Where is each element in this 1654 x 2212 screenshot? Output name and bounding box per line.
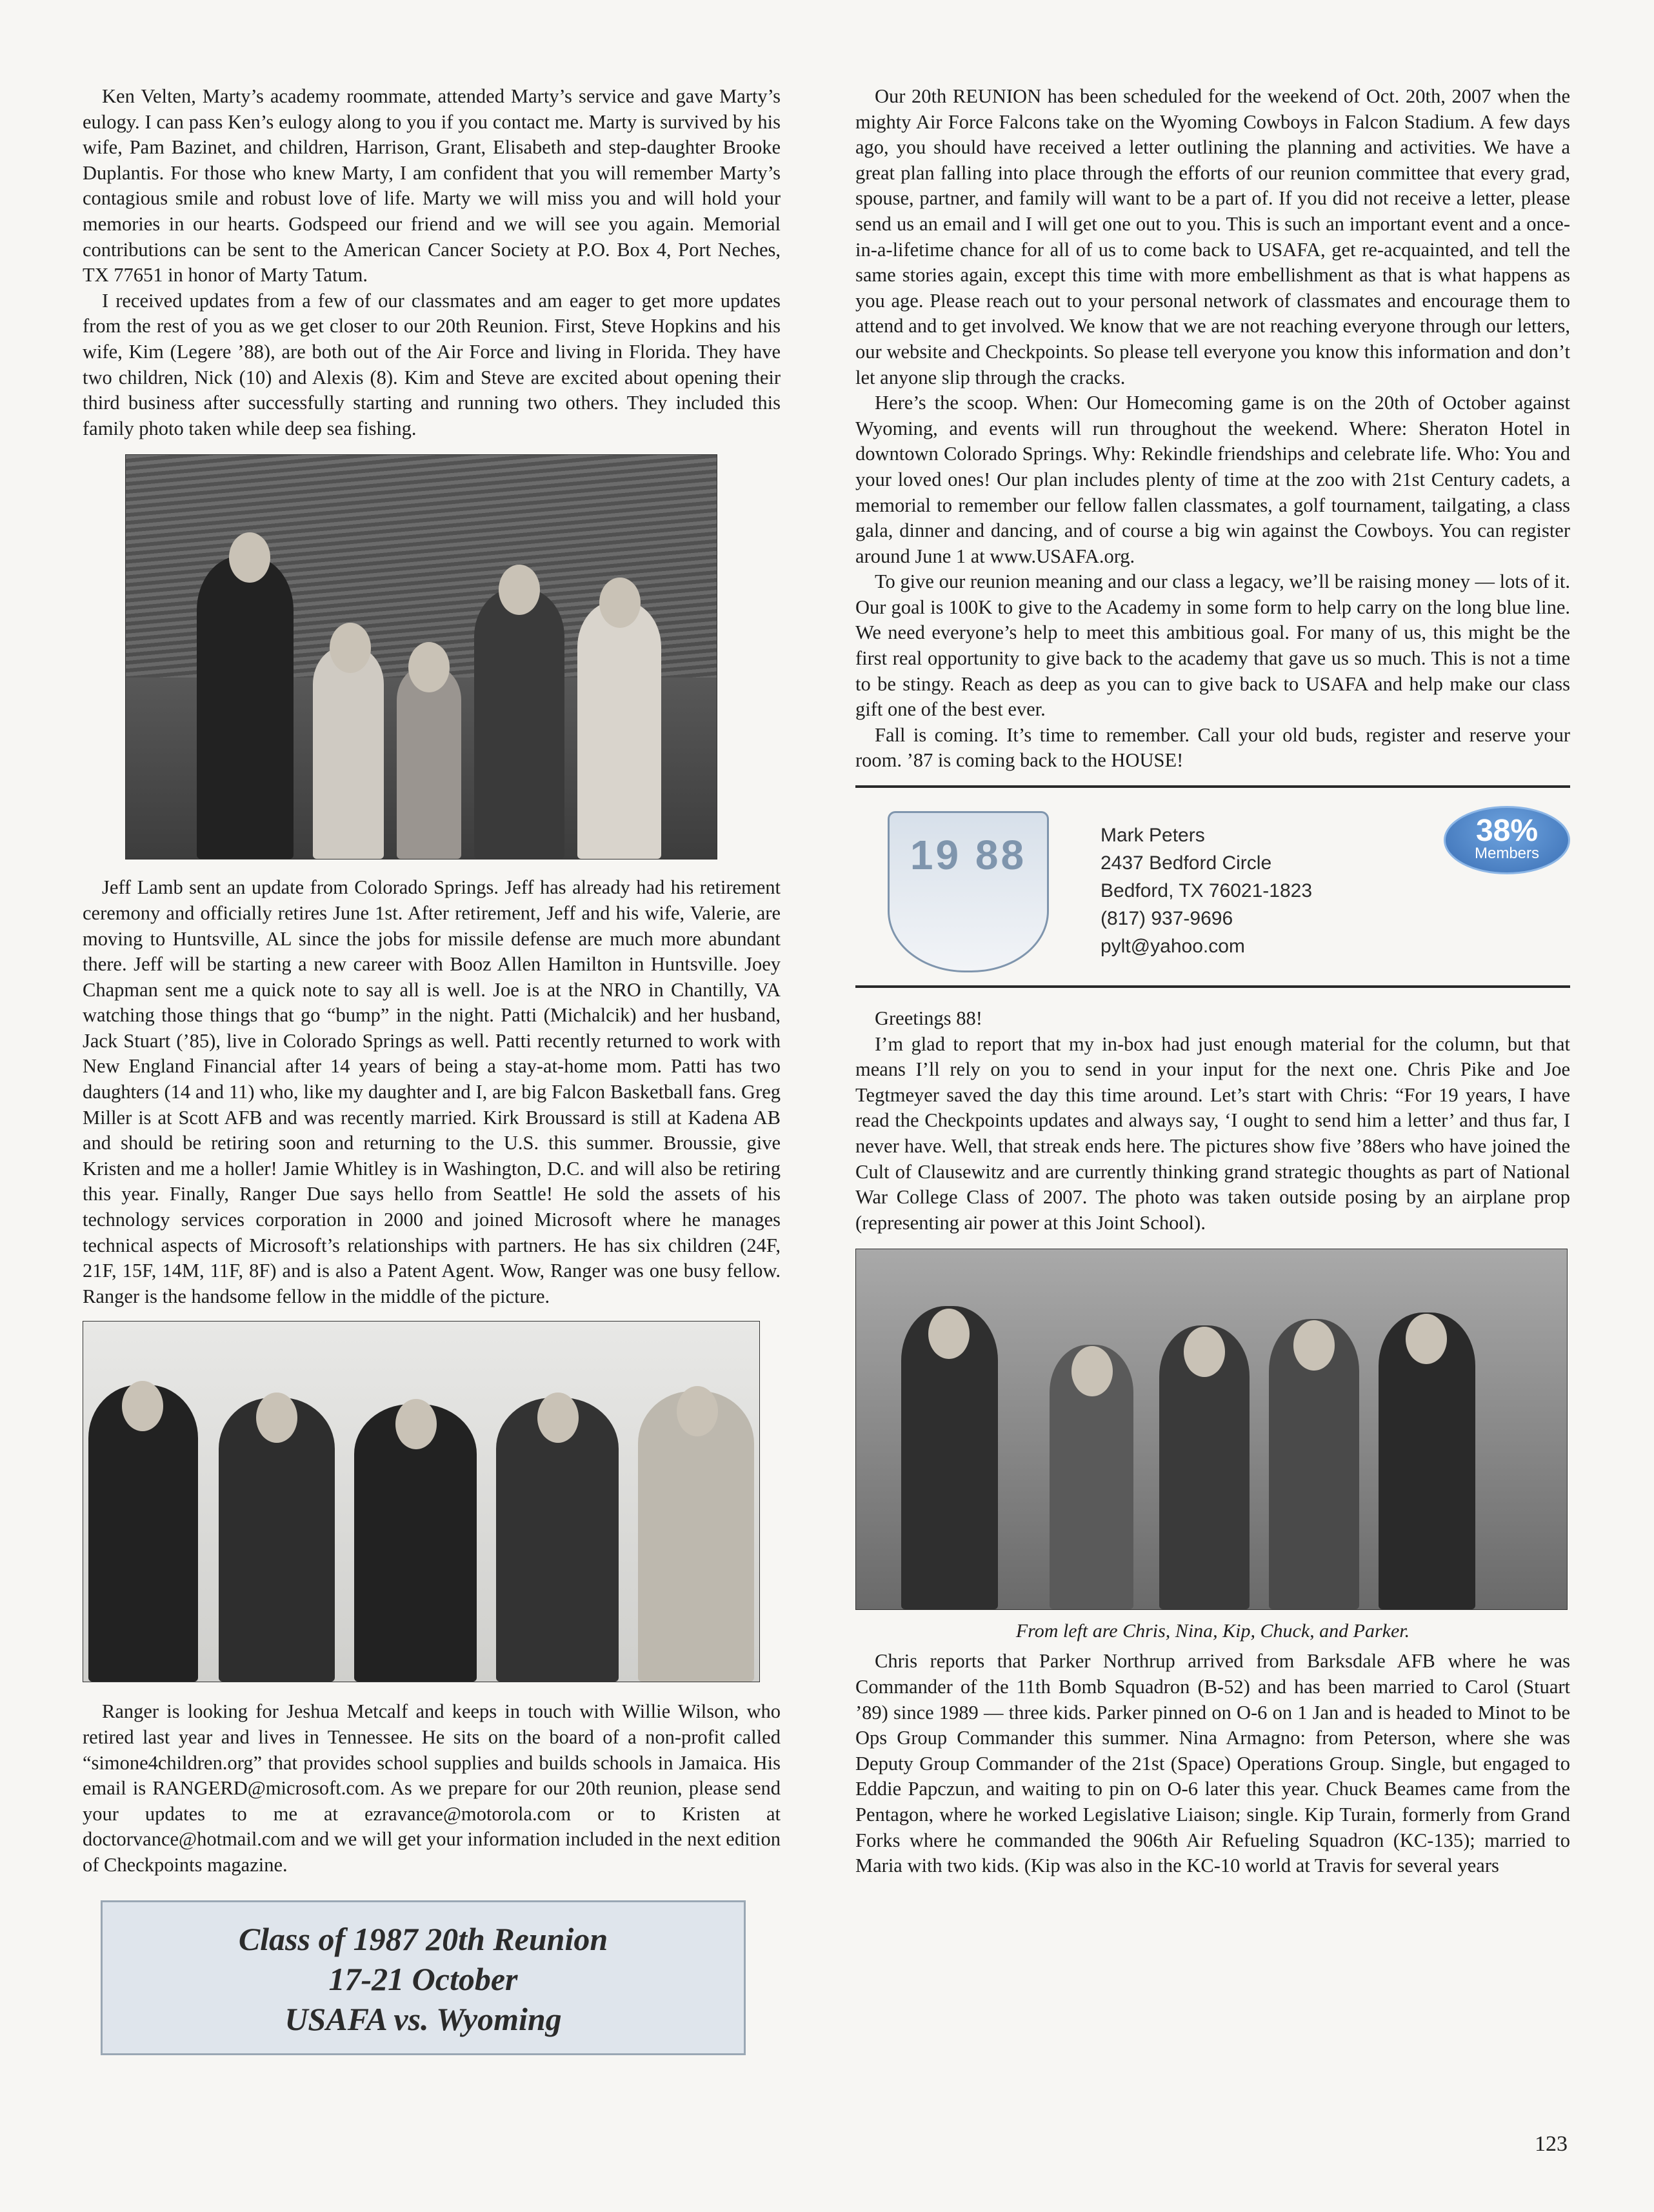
reunion-line-3: USAFA vs. Wyoming [284, 2000, 562, 2037]
paragraph-reunion-announcement: Our 20th REUNION has been scheduled for the weekend of Oct. 20th, 2007 when the mighty Air Force Falcons take on the Wyoming Cowboys in Falcon Stadium. A few days ago, you should have received a letter outlining the planning and activities. We have a great plan falling into place through the efforts of our reunion committee that every grad, spouse, partner, and family will want to be a part of. If you did not receive a letter, please send us an email and I will get one out to you. This is such an important event and a once-in-a-lifetime chance for all of us to come back to USAFA, get re-acquainted, and tell the same stories again, except this time with more embellishment as that is what happens as you age. Please reach out to your personal network of classmates and encourage them to attend and to get involved. We know that we are not reaching everyone through our letters, our website and Checkpoints. So please tell everyone you know this information and don’t let anyone slip through the cracks. [855, 85, 1570, 388]
class-crest-logo [888, 811, 1049, 972]
membership-badge [1444, 806, 1570, 874]
crest-year-text: 19 88 [910, 832, 1027, 879]
page-number: 123 [1535, 2132, 1568, 2156]
scribe-city: Bedford, TX 76021-1823 [1101, 880, 1313, 902]
paragraph-updates-hopkins: I received updates from a few of our classmates and am eager to get more updates from the rest of you as we get closer to our 20th Reunion. First, Steve Hopkins and his wife, Kim (Legere ’88), are both out of the Air Force and living in Florida. They have two children, Nick (10) and Alexis (8). Kim and Steve are excited about opening their third business after successfully starting and running two others. They included this family photo taken while deep sea fishing. [83, 289, 781, 439]
photo-caption: From left are Chris, Nina, Kip, Chuck, and Parker. [1015, 1620, 1410, 1642]
scribe-street: 2437 Bedford Circle [1101, 852, 1272, 874]
reunion-line-1: Class of 1987 20th Reunion [238, 1920, 608, 1957]
section-divider-bottom [855, 985, 1570, 988]
membership-percent: 38% [1475, 814, 1539, 849]
paragraph-updates-lamb-due: Jeff Lamb sent an update from Colorado Springs. Jeff has already had his retirement ceremony and officially retires June 1st. After retirement, Jeff and his wife, Valerie, are moving to Huntsville, AL since the jobs for missile defense are much more abundant there. Jeff will be starting a new career with Booz Allen Hamilton in Huntsville. Joey Chapman sent me a quick note to say all is well. Joe is at the NRO in Chantilly, VA watching those things that go “bump” in the night. Patti (Michalcik) and her husband, Jack Stuart (’85), live in Colorado Springs as well. Patti recently returned to work with New England Financial after 14 years of being a stay-at-home mom. Patti has two daughters (14 and 11) who, like my daughter and I, are big Falcon Basketball fans. Greg Miller is at Scott AFB and was recently married. Kirk Broussard is still at Kadena AB and should be retiring soon and returning to the U.S. this summer. Broussie, give Kristen and me a holler! Jamie Whitley is in Washington, D.C. and will also be retiring this year. Finally, Ranger Due says hello from Seattle! He sold the assets of his technology services corporation in 2000 and joined Microsoft where he manages technical aspects of Microsoft’s relationships with partners. He has six children (24F, 21F, 15F, 14M, 11F, 8F) and is also a Patent Agent. Wow, Ranger was one busy fellow. Ranger is the handsome fellow in the middle of the picture. [83, 876, 781, 1307]
paragraph-ranger-contact: Ranger is looking for Jeshua Metcalf and keeps in touch with Willie Wilson, who retired last year and lives in Tennessee. He sits on the board of a non-profit called “simone4children.org” that provides school supplies and builds schools in Jamaica. His email is RANGERD@microsoft.com. As we prepare for our 20th reunion, please send your updates to me at ezravance@motorola.com or to Kristen at doctorvance@hotmail.com and we will get your information included in the next edition of Checkpoints magazine. [83, 1700, 781, 1876]
section-divider-top [855, 785, 1570, 788]
membership-label: Members [1474, 845, 1540, 863]
photo-ranger-at-microsoft-event [83, 1321, 760, 1682]
reunion-line-2: 17-21 October [328, 1960, 518, 1997]
paragraph-eulogy: Ken Velten, Marty’s academy roommate, attended Marty’s service and gave Marty’s eulogy. I can pass Ken’s eulogy along to you if you contact me. Marty is survived by his wife, Pam Bazinet, and children, Harrison, Grant, Elisabeth and step-daughter Brooke Duplantis. For those who knew Marty, I am confident that you will remember Marty’s contagious smile and robust love of life. Marty we will miss you and will hold your memories in our hearts. Godspeed our friend and we will see you again. Memorial contributions can be sent to the American Cancer Society at P.O. Box 4, Port Neches, TX 77651 in honor of Marty Tatum. [83, 85, 781, 287]
photo-national-war-college-group [855, 1249, 1568, 1610]
photo-family-deep-sea-fishing [125, 454, 717, 860]
paragraph-fall-is-coming: Fall is coming. It’s time to remember. Call your old buds, register and reserve your room. ’87 is coming back to the HOUSE! [855, 723, 1570, 772]
scribe-address [1101, 821, 1312, 960]
class-1988-contact-block [855, 806, 1570, 980]
paragraph-reunion-scoop: Here’s the scoop. When: Our Homecoming game is on the 20th of October against Wyoming, and events will run throughout the weekend. Where: Sheraton Hotel in downtown Colorado Springs. Why: Rekindle friendships and celebrate life. Who: You and your loved ones! Our plan includes plenty of time at the zoo with 21st Century cadets, a memorial to remember our fellow fallen classmates, a golf tournament, tailgating, a class gala, dinner and dancing, and of course a big win against the Cowboys. You can register around June 1 at www.USAFA.org. [855, 392, 1570, 567]
reunion-announcement-box [101, 1900, 746, 2055]
paragraph-greetings: Greetings 88! [875, 1007, 982, 1030]
scribe-name: Mark Peters [1101, 825, 1205, 847]
scribe-email: pylt@yahoo.com [1101, 936, 1245, 958]
right-column [855, 84, 1570, 1879]
paragraph-pike-tegtmeyer: I’m glad to report that my in-box had just enough material for the column, but that means I’ll rely on you to send in your input for the next one. Chris Pike and Joe Tegtmeyer saved the day this time around. Let’s start with Chris: “For 19 years, I have read the Checkpoints updates and always say, ‘I ought to send him a letter’ and thus far, I never have. Well, that streak ends here. The pictures show five ’88ers who have joined the Cult of Clausewitz and are currently thinking grand strategic thoughts as part of National War College Class of 2007. The photo was taken outside posing by an airplane prop (representing air power at this Joint School). [855, 1032, 1570, 1234]
scribe-phone: (817) 937-9696 [1101, 908, 1233, 930]
left-column [83, 84, 781, 2055]
paragraph-class-gift: To give our reunion meaning and our class a legacy, we’ll be raising money — lots of it. Our goal is 100K to give to the Academy in some form to help carry on the long blue line. We need everyone’s help to meet this ambitious goal. For many of us, this might be the first real opportunity to give back to the academy that gave us so much. This is not a time to be stingy. Reach as deep as you can to give back to USAFA and help make our class gift one of the best ever. [855, 570, 1570, 721]
paragraph-northrup-armagno: Chris reports that Parker Northrup arrived from Barksdale AFB where he was Commander of the 11th Bomb Squadron (B-52) and has been married to Carol (Stuart ’89) since 1989 — three kids. Parker pinned on O-6 on 1 Jan and is headed to Minot to be Ops Group Commander this summer. Nina Armagno: from Peterson, where she was Deputy Group Commander of the 21st (Space) Operations Group. Single, but engaged to Eddie Papczun, and waiting to pin on O-6 later this year. Chuck Beames came from the Pentagon, where he worked Legislative Liaison; single. Kip Turain, formerly from Grand Forks where he commanded the 906th Air Refueling Squadron (KC-135); married to Maria with two kids. (Kip was also in the KC-10 world at Travis for several years [855, 1650, 1570, 1877]
